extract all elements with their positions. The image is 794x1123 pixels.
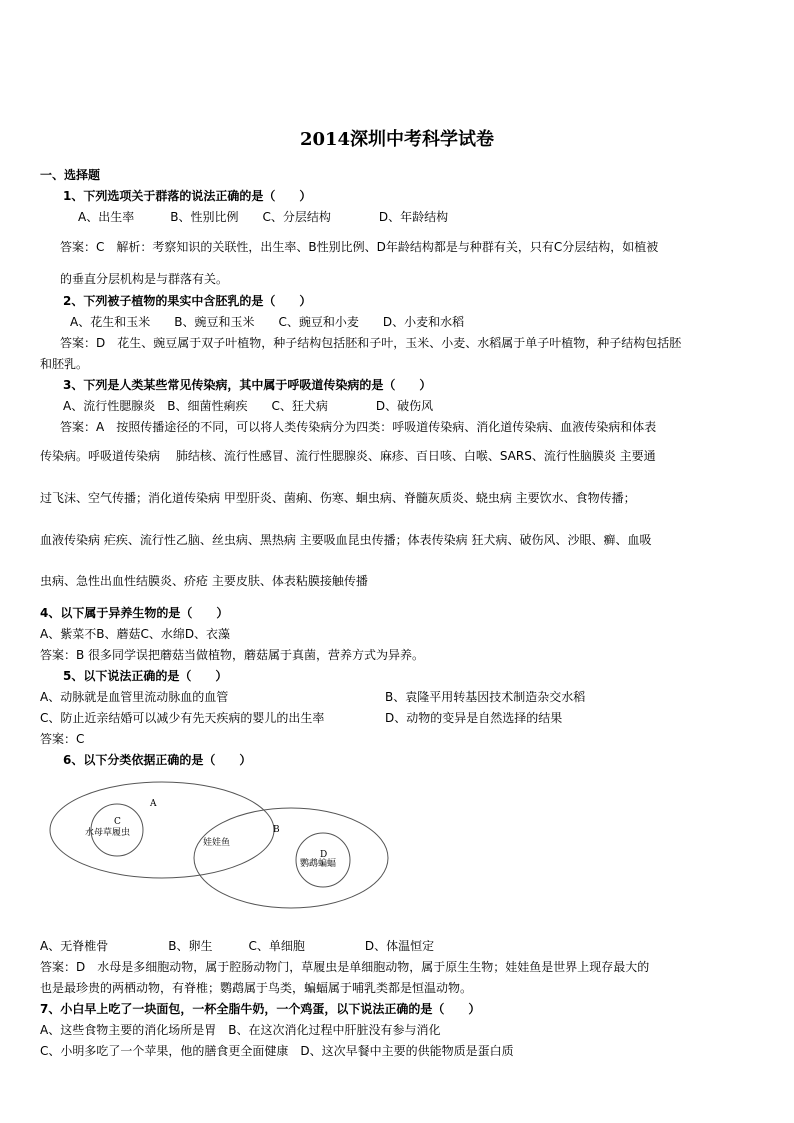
- question-6-answer: 答案：D 水母是多细胞动物，属于腔肠动物门，草履虫是单细胞动物，属于原生生物；娃娃鱼是世界上现存最大的: [40, 960, 650, 974]
- question-3-answer-cont: 虫病、急性出血性结膜炎、疥疮 主要皮肤、体表粘膜接触传播: [40, 574, 368, 588]
- question-2-options: A、花生和玉米 B、豌豆和玉米 C、豌豆和小麦 D、小麦和水稻: [70, 315, 465, 329]
- question-1-answer-cont: 的垂直分层机构是与群落有关。: [60, 272, 229, 286]
- question-3-answer-cont: 传染病。呼吸道传染病 肺结核、流行性感冒、流行性腮腺炎、麻疹、百日咳、白喉、SARS、流行性脑膜炎 主要通: [40, 449, 656, 463]
- question-2-answer: 答案：D 花生、豌豆属于双子叶植物，种子结构包括胚和子叶，玉米、小麦、水稻属于单子叶植物，种子结构包括胚: [60, 336, 682, 350]
- section-heading: 一、选择题: [40, 168, 101, 182]
- question-4-options: A、紫菜不B、蘑菇C、水绵D、衣藻: [40, 627, 231, 641]
- label-c: C: [114, 817, 121, 827]
- label-d: D: [320, 850, 328, 860]
- set-b-ellipse: [194, 808, 388, 908]
- question-5-stem: 5、以下说法正确的是（ ）: [63, 669, 228, 683]
- question-1-answer: 答案：C 解析：考察知识的关联性，出生率、B性别比例、D年龄结构都是与种群有关，只有C分层结构，如植被: [60, 240, 659, 254]
- question-4-stem: 4、以下属于异养生物的是（ ）: [40, 606, 229, 620]
- question-5-option-d: D、动物的变异是自然选择的结果: [385, 711, 563, 725]
- question-3-stem: 3、下列是人类某些常见传染病，其中属于呼吸道传染病的是（ ）: [63, 378, 432, 392]
- page-title: 2014深圳中考科学试卷: [299, 129, 495, 150]
- text-d-members: 鹦鹉蝙蝠: [300, 859, 337, 869]
- question-3-options: A、流行性腮腺炎 B、细菌性痢疾 C、狂犬病 D、破伤风: [63, 399, 434, 413]
- question-5-option-a: A、动脉就是血管里流动脉血的血管: [40, 690, 229, 704]
- question-7-stem: 7、小白早上吃了一块面包，一杯全脂牛奶，一个鸡蛋，以下说法正确的是（ ）: [40, 1002, 481, 1016]
- set-a-ellipse: [50, 782, 274, 878]
- question-1-stem: 1、下列选项关于群落的说法正确的是（ ）: [63, 189, 312, 203]
- question-1-options: A、出生率 B、性别比例 C、分层结构 D、年龄结构: [78, 210, 449, 224]
- question-7-options: A、这些食物主要的消化场所是胃 B、在这次消化过程中肝脏没有参与消化: [40, 1023, 441, 1037]
- question-5-option-c: C、防止近亲结婚可以减少有先天疾病的婴儿的出生率: [40, 711, 325, 725]
- question-3-answer-cont: 过飞沫、空气传播；消化道传染病 甲型肝炎、菌痢、伤寒、蛔虫病、脊髓灰质炎、蛲虫病 主要饮水、食物传播；: [40, 491, 636, 505]
- question-2-answer-cont: 和胚乳。: [40, 357, 89, 371]
- text-c-members: 水母草履虫: [85, 828, 131, 838]
- question-6-answer-cont: 也是最珍贵的两栖动物，有脊椎；鹦鹉属于鸟类，蝙蝠属于哺乳类都是恒温动物。: [40, 981, 473, 995]
- question-3-answer: 答案：A 按照传播途径的不同，可以将人类传染病分为四类：呼吸道传染病、消化道传染病、血液传染病和体表: [60, 420, 657, 434]
- question-6-stem: 6、以下分类依据正确的是（ ）: [63, 753, 252, 767]
- label-a: A: [150, 799, 157, 809]
- label-b: B: [273, 825, 280, 835]
- question-5-answer: 答案：C: [40, 732, 85, 746]
- question-7-options-cont: C、小明多吃了一个苹果，他的膳食更全面健康 D、这次早餐中主要的供能物质是蛋白质: [40, 1044, 514, 1058]
- text-overlap-member: 娃娃鱼: [203, 838, 231, 848]
- question-6-options: A、无脊椎骨 B、卵生 C、单细胞 D、体温恒定: [40, 939, 435, 953]
- question-2-stem: 2、下列被子植物的果实中含胚乳的是（ ）: [63, 294, 312, 308]
- question-4-answer: 答案：B 很多同学误把蘑菇当做植物，蘑菇属于真菌，营养方式为异养。: [40, 648, 425, 662]
- question-3-answer-cont: 血液传染病 疟疾、流行性乙脑、丝虫病、黑热病 主要吸血昆虫传播；体表传染病 狂犬病、破伤风、沙眼、癣、血吸: [40, 533, 652, 547]
- question-5-option-b: B、袁隆平用转基因技术制造杂交水稻: [385, 690, 586, 704]
